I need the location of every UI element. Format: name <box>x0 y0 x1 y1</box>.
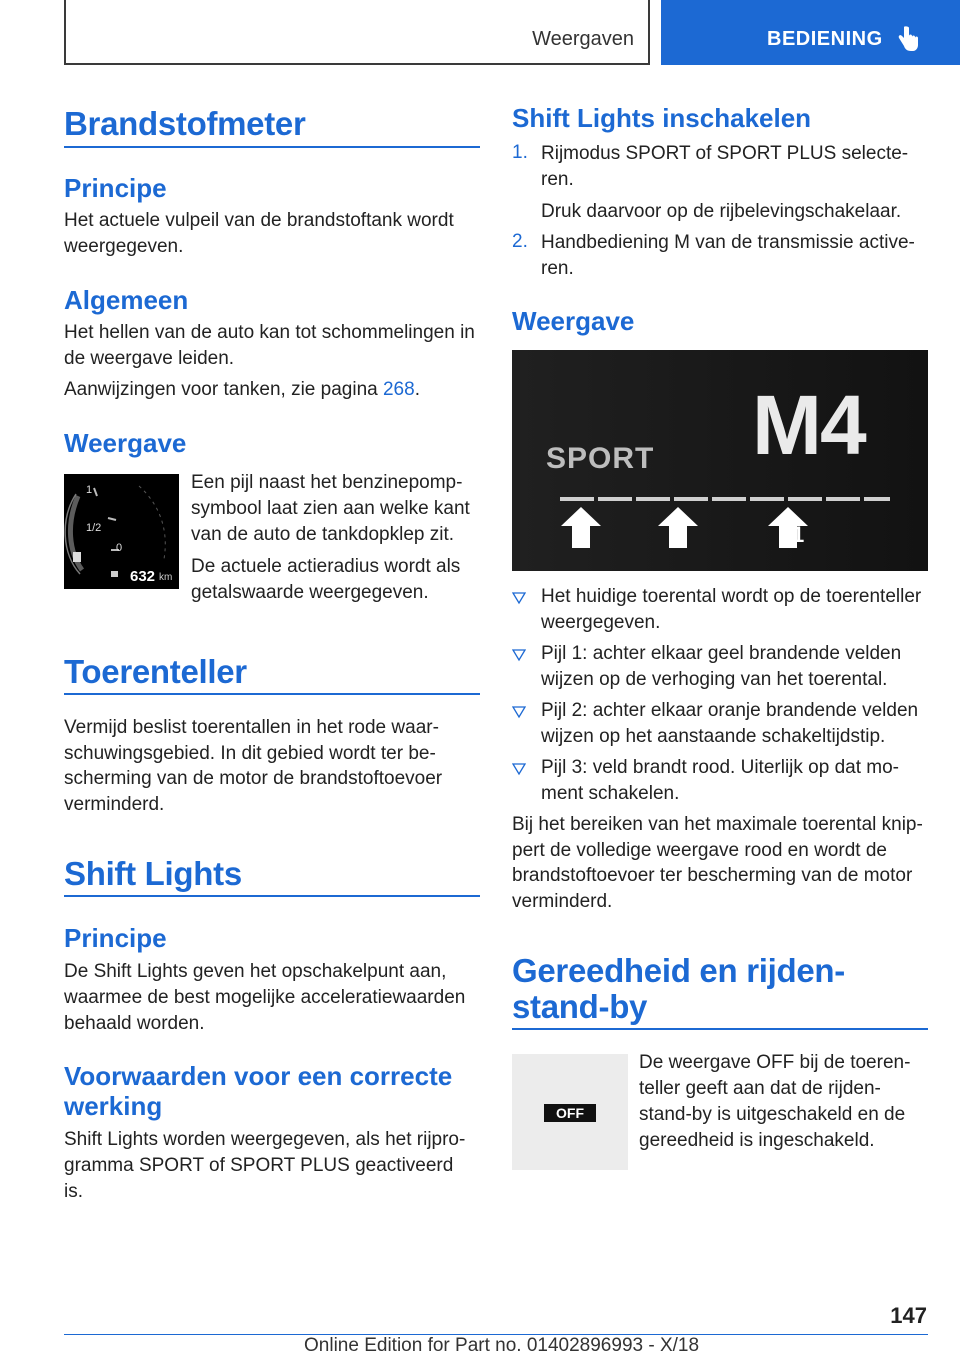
weergave-line-1: Een pijl naast het benzinepomp- <box>191 472 463 493</box>
step-number-1: 1. <box>512 142 528 163</box>
gereed-line-4: gereedheid is ingeschakeld. <box>639 1130 875 1151</box>
gereedheid-title-2: stand-by <box>512 988 648 1025</box>
bullet-2-line-2: wijzen op de verhoging van het toerental. <box>541 669 888 690</box>
gauge-mark-full: 1 <box>86 484 93 496</box>
weergave-heading: Weergave <box>512 306 635 336</box>
header-section-title: Weergaven <box>532 28 634 50</box>
principe-heading: Principe <box>64 173 167 203</box>
bullet-triangle-icon <box>512 648 526 662</box>
tanken-suffix: . <box>414 379 420 400</box>
brandstofmeter-title: Brandstofmeter <box>64 105 306 142</box>
bullet-4-line-1: Pijl 3: veld brandt rood. Uiterlijk op dat mo- <box>541 757 899 778</box>
sport-mode-label: SPORT <box>546 442 655 475</box>
step-number-2: 2. <box>512 231 528 252</box>
title-rule <box>64 146 480 148</box>
title-rule <box>512 1028 928 1030</box>
principe-line-1: Het actuele vulpeil van de brandstoftank wordt <box>64 210 454 231</box>
gauge-range-unit: km <box>159 572 173 583</box>
off-badge: OFF <box>544 1104 596 1122</box>
principe2-line-1: De Shift Lights geven het opschakelpunt aan, <box>64 961 447 982</box>
header-section-tab <box>64 0 650 65</box>
bullet-3-line-1: Pijl 2: achter elkaar oranje brandende velden <box>541 700 919 721</box>
toerenteller-title: Toerenteller <box>64 653 247 690</box>
voorwaarden-line-3: is. <box>64 1181 83 1202</box>
step-1-line-1: Rijmodus SPORT of SPORT PLUS selecte- <box>541 143 909 164</box>
shift-lights-title: Shift Lights <box>64 855 242 892</box>
edition-text: Online Edition for Part no. 01402896993 - X/18 <box>304 1335 700 1356</box>
bullet-4-line-2: ment schakelen. <box>541 783 680 804</box>
step-1-line-2: ren. <box>541 169 574 190</box>
gereed-line-1: De weergave OFF bij de toeren- <box>639 1052 911 1073</box>
toerenteller-line-4: verminderd. <box>64 794 165 815</box>
bullet-triangle-icon <box>512 762 526 776</box>
gear-indicator: M4 <box>752 378 865 472</box>
principe-heading: Principe <box>64 923 167 953</box>
toerenteller-line-1: Vermijd beslist toerentallen in het rode waar- <box>64 717 439 738</box>
off-display-image <box>512 1054 628 1170</box>
bereiken-line-3: brandstoftoevoer ter bescherming van de motor <box>512 865 913 886</box>
voorwaarden-line-1: Shift Lights worden weergegeven, als het rijpro- <box>64 1129 466 1150</box>
bullet-triangle-icon <box>512 705 526 719</box>
bereiken-line-4: verminderd. <box>512 891 613 912</box>
algemeen-line-2: de weergave leiden. <box>64 348 235 369</box>
arrow-3-label: 3 <box>578 522 591 547</box>
weergave-line-2: symbool laat zien aan welke kant <box>191 498 470 519</box>
step-2-line-1: Handbediening M van de transmissie active- <box>541 232 915 253</box>
arrow-1-label: 1 <box>792 522 805 547</box>
fuel-gauge-image <box>64 474 179 589</box>
page-link-268[interactable]: 268 <box>382 379 415 400</box>
gereed-line-2: teller geeft aan dat de rijden- <box>639 1078 881 1099</box>
algemeen-heading: Algemeen <box>64 285 189 315</box>
gauge-mark-half: 1/2 <box>86 522 102 534</box>
algemeen-line-1: Het hellen van de auto kan tot schommelingen in <box>64 322 475 343</box>
bullet-2-line-1: Pijl 1: achter elkaar geel brandende velden <box>541 643 902 664</box>
title-rule <box>64 693 480 695</box>
arrow-2-label: 2 <box>672 522 685 547</box>
step-2-line-2: ren. <box>541 258 574 279</box>
page-number: 147 <box>890 1303 927 1328</box>
voorwaarden-line-2: gramma SPORT of SPORT PLUS geactiveerd <box>64 1155 454 1176</box>
weergave-line-4: De actuele actieradius wordt als <box>191 556 461 577</box>
bullet-triangle-icon <box>512 591 526 605</box>
principe2-line-3: behaald worden. <box>64 1013 205 1034</box>
step-1-extra: Druk daarvoor op de rijbelevingschakelaar. <box>541 201 902 222</box>
gauge-range-value: 632 <box>130 568 156 585</box>
bereiken-line-1: Bij het bereiken van het maximale toerental knip- <box>512 814 923 835</box>
gereed-line-3: stand-by is uitgeschakeld en de <box>639 1104 906 1125</box>
title-rule <box>64 895 480 897</box>
voorwaarden-heading-2: werking <box>64 1091 163 1121</box>
header-chapter-tab[interactable] <box>661 0 960 65</box>
toerenteller-line-3: scherming van de motor de brandstoftoevoer <box>64 768 443 789</box>
shift-lights-image <box>512 350 928 571</box>
pointing-hand-icon <box>897 26 919 52</box>
bullet-1-line-2: weergegeven. <box>541 612 661 633</box>
inschakelen-heading: Shift Lights inschakelen <box>512 103 812 133</box>
principe2-line-2: waarmee de best mogelijke acceleratiewaarden <box>64 987 466 1008</box>
toerenteller-line-2: schuwingsgebied. In dit gebied wordt ter be- <box>64 743 436 764</box>
gauge-mark-empty: 0 <box>116 542 123 554</box>
gereedheid-title-1: Gereedheid en rijden- <box>512 952 845 989</box>
principe-line-2: weergegeven. <box>64 236 184 257</box>
bullet-3-line-2: wijzen op het aanstaande schakeltijdstip. <box>541 726 886 747</box>
weergave-line-3: van de auto de tankdopklep zit. <box>191 524 455 545</box>
weergave-heading: Weergave <box>64 428 187 458</box>
bullet-1-line-1: Het huidige toerental wordt op de toerenteller <box>541 586 922 607</box>
tanken-prefix: Aanwijzingen voor tanken, zie pagina <box>64 379 383 400</box>
voorwaarden-heading-1: Voorwaarden voor een correcte <box>64 1061 453 1091</box>
tanken-reference <box>64 377 420 403</box>
weergave-line-5: getalswaarde weergegeven. <box>191 582 429 603</box>
header-chapter-title: BEDIENING <box>767 28 883 50</box>
bereiken-line-2: pert de volledige weergave rood en wordt de <box>512 840 887 861</box>
